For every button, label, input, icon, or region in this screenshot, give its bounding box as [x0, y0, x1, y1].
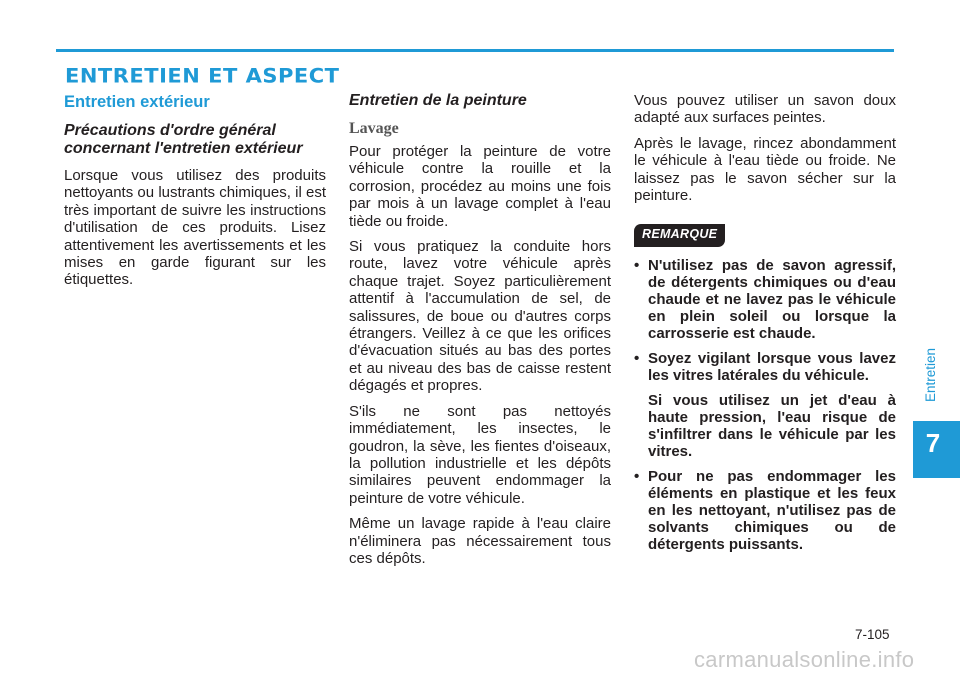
paragraph: Après le lavage, rincez abondamment le véhicule à l'eau tiède ou froide. Ne laissez pas le savon sécher sur la peinture.	[634, 134, 896, 205]
note-label-badge: REMARQUE	[634, 224, 725, 246]
column-1	[64, 92, 326, 297]
chapter-number: 7	[925, 428, 941, 458]
section-title: ENTRETIEN ET ASPECT	[65, 64, 340, 88]
paragraph: Si vous pratiquez la conduite hors route, lavez votre véhicule après chaque trajet. Soyez particulièrement attentif à l'accumulation de sel, de salissures, de boue ou d'autres corps étrangers. Veillez à ce que les orifices d'évacuation situés au bas des portes et au niveau des bas de caisse restent dégagés et propres.	[349, 238, 611, 395]
watermark: carmanualsonline.info	[694, 647, 915, 672]
note-text: Pour ne pas endommager les éléments en plastique et les feux en les nettoyant, n'utilisez pas de solvants chimiques ou de détergents puissants.	[648, 467, 896, 553]
note-item	[634, 468, 896, 553]
note-text: Si vous utilisez un jet d'eau à haute pression, l'eau risque de s'infiltrer dans le véhicule par les vitres.	[648, 391, 896, 460]
note-list	[634, 257, 896, 553]
paragraph: Même un lavage rapide à l'eau claire n'éliminera pas nécessairement tous ces dépôts.	[349, 515, 611, 567]
paragraph: Vous pouvez utiliser un savon doux adapté aux surfaces peintes.	[634, 92, 896, 127]
bullet-icon: •	[634, 256, 640, 274]
column-2	[349, 92, 611, 575]
note-item	[634, 350, 896, 460]
note-item	[634, 257, 896, 342]
chapter-side-label: Entretien	[923, 347, 938, 403]
column-3	[634, 92, 896, 561]
bullet-icon: •	[634, 349, 640, 367]
note-text: Soyez vigilant lorsque vous lavez les vitres latérales du véhicule.	[648, 349, 896, 384]
paragraph: Lorsque vous utilisez des produits nettoyants ou lustrants chimiques, il est très important de suivre les instructions d'utilisation de ces produits. Lisez attentivement les avertissements et les mises en garde figurant sur les étiquettes.	[64, 167, 326, 289]
note-text: N'utilisez pas de savon agressif, de détergents chimiques ou d'eau chaude et ne lavez pas le véhicule en plein soleil ou lorsque la carrosserie est chaude.	[648, 256, 896, 342]
bullet-icon: •	[634, 467, 640, 485]
subheading-washing: Lavage	[349, 120, 399, 137]
paragraph: S'ils ne sont pas nettoyés immédiatement, les insectes, le goudron, la sève, les fientes d'oiseaux, la pollution industrielle et les dépôts similaires peuvent endommager la peinture de votre véhicule.	[349, 402, 611, 507]
page-number: 7-105	[855, 627, 890, 642]
subheading-general-precautions: Précautions d'ordre général concernant l'entretien extérieur	[64, 122, 303, 157]
heading-exterior-care: Entretien extérieur	[64, 93, 210, 111]
heading-paint-care: Entretien de la peinture	[349, 92, 527, 109]
paragraph: Pour protéger la peinture de votre véhicule contre la rouille et la corrosion, procédez au moins une fois par mois à un lavage complet à l'eau tiède ou froide.	[349, 143, 611, 230]
top-rule	[56, 49, 894, 52]
